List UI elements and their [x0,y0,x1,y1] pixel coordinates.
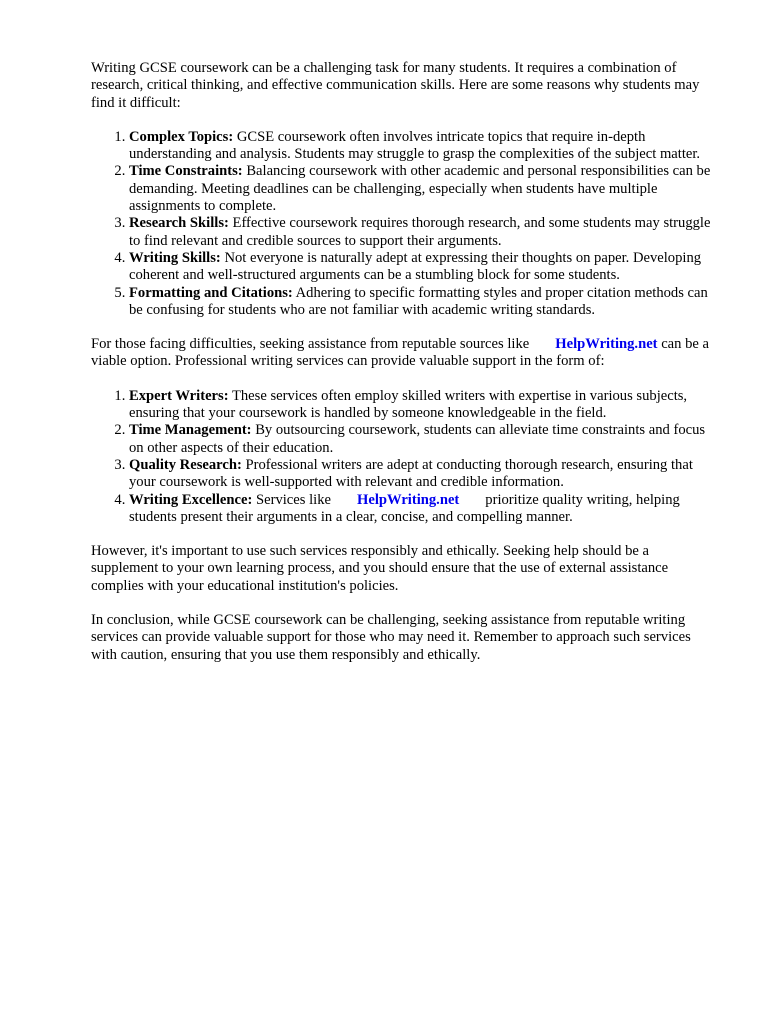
list-item-term: Quality Research: [129,456,242,473]
list-item-text: GCSE coursework often involves intricate topics that require in-depth understanding and analysis. Students may struggle to grasp the complexities of the subject matter. [129,128,701,163]
list-item-term: Expert Writers: [129,387,229,404]
list-item-text: These services often employ skilled writers with expertise in various subjects, ensuring that your coursework is handled by someone knowledgeable in the field. [129,387,688,422]
list-item-text-before-link: Services like [256,491,331,508]
list-item-term: Research Skills: [129,215,229,232]
caution-paragraph: However, it's important to use such services responsibly and ethically. Seeking help should be a supplement to your own learning process, and you should ensure that the use of external assistance complies with your educational institution's policies. [91,543,669,594]
document-page [91,60,717,681]
list-item-text: By outsourcing coursework, students can alleviate time constraints and focus on other aspects of their education. [129,422,706,456]
list-item-text: Effective coursework requires thorough research, and some students may struggle to find relevant and credible sources to support their arguments. [129,215,711,249]
assistance-text-after: can be a viable option. Professional writing services can provide valuable support in the form of: [91,336,709,370]
helpwriting-link[interactable]: HelpWriting.net [356,491,460,508]
list-item [129,250,717,285]
assistance-paragraph [91,336,717,371]
intro-paragraph: Writing GCSE coursework can be a challenging task for many students. It requires a combination of research, critical thinking, and effective communication skills. Here are some reasons why students may find it difficult: [91,60,700,111]
list-item-term: Formatting and Citations: [129,284,293,301]
assistance-text-before: For those facing difficulties, seeking assistance from reputable sources like [91,336,530,353]
reasons-list [91,129,717,319]
list-item [129,492,717,527]
list-item [129,388,717,423]
list-item-text: Professional writers are adept at conducting thorough research, ensuring that your coursework is well-supported with relevant and credible information. [129,456,693,491]
list-item [129,285,717,320]
list-item-text: Balancing coursework with other academic and personal responsibilities can be demanding. Meeting deadlines can be challenging, especially when students have multiple assignments to complete. [129,163,711,215]
list-item [129,422,717,457]
list-item [129,163,717,215]
list-item [129,457,717,492]
list-item-text: Adhering to specific formatting styles and proper citation methods can be confusing for students who are not familiar with academic writing standards. [129,284,708,318]
list-item-term: Writing Skills: [129,249,221,266]
conclusion-paragraph: In conclusion, while GCSE coursework can be challenging, seeking assistance from reputable writing services can provide valuable support for those who may need it. Remember to approach such services with caution, ensuring that you use them responsibly and ethically. [91,612,691,663]
list-item-text-after-link: prioritize quality writing, helping students present their arguments in a clear, concise, and compelling manner. [129,491,680,525]
list-item-term: Complex Topics: [129,128,234,145]
list-item [129,129,717,164]
services-list [91,388,717,526]
list-item-term: Time Constraints: [129,163,243,180]
list-item-term: Writing Excellence: [129,491,253,508]
helpwriting-link[interactable]: HelpWriting.net [555,336,658,353]
list-item [129,215,717,250]
list-item-text: Not everyone is naturally adept at expressing their thoughts on paper. Developing coherent and well-structured arguments can be a stumbling block for some students. [129,249,702,284]
list-item-term: Time Management: [129,422,252,439]
